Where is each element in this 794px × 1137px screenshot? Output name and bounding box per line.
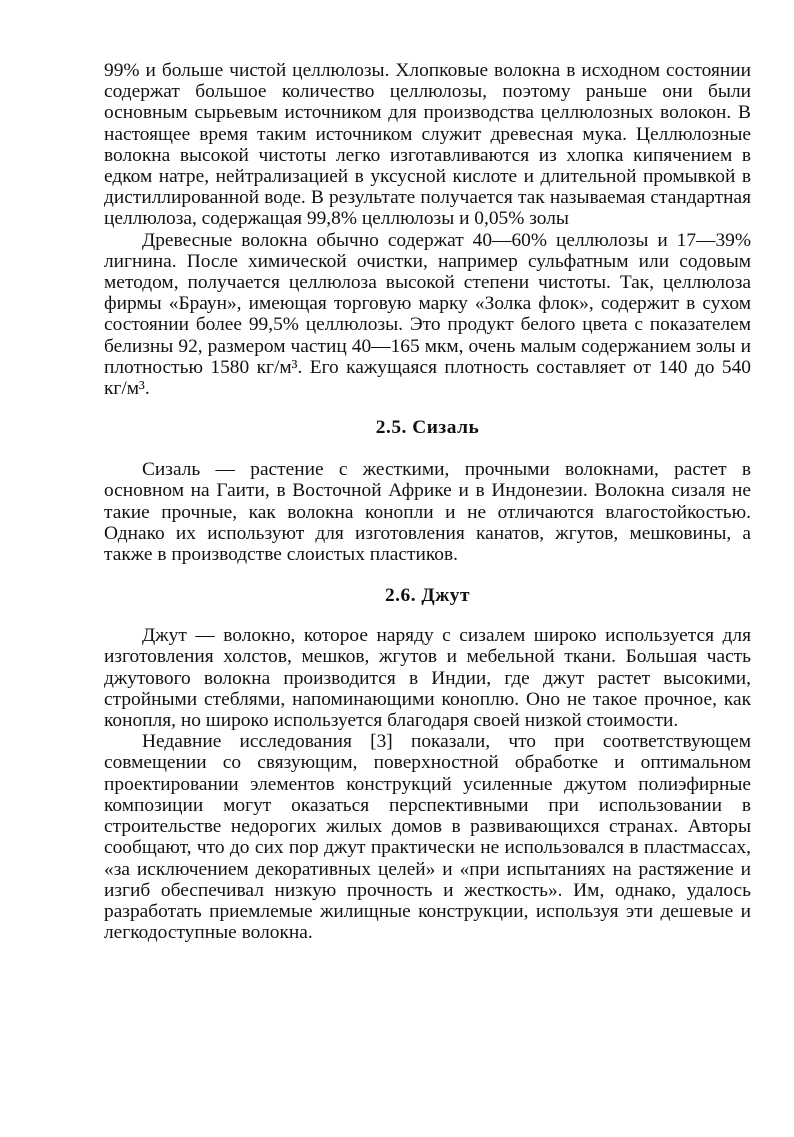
book-page [104,60,751,943]
paragraph-sisal: Сизаль — растение с жесткими, прочными волокнами, растет в основном на Гаити, в Восточной Африке и в Индонезии. Волокна сизаля не такие прочные, как волокна конопли и не отличаются влагостойкостью. Однако их используют для изготовления канатов, жгутов, мешковины, а также в производстве слоистых пластиков. [104,459,751,566]
section-heading-jute: 2.6. Джут [384,585,471,607]
section-heading-sisal: 2.5. Сизаль [375,417,480,439]
paragraph-cellulose-cotton: 99% и больше чистой целлюлозы. Хлопковые волокна в исходном состоянии содержат большое количество целлюлозы, поэтому раньше они были основным сырьевым источником для производства целлюлозных волокон. В настоящее время таким источником служит древесная мука. Целлюлозные волокна высокой чистоты легко изготавливаются из хлопка кипячением в едком натре, нейтрализацией в уксусной кислоте и длительной промывкой в дистиллированной воде. В результате получается так называемая стандартная целлюлоза, содержащая 99,8% целлюлозы и 0,05% золы [104,60,751,230]
paragraph-jute-intro: Джут — волокно, которое наряду с сизалем широко используется для изготовления холстов, мешков, жгутов и мебельной ткани. Большая часть джутового волокна производится в Индии, где джут растет высокими, стройными стеблями, напоминающими коноплю. Оно не такое прочное, как конопля, но широко используется благодаря своей низкой стоимости. [104,625,751,732]
paragraph-jute-research: Недавние исследования [3] показали, что при соответствующем совмещении со связующим, поверхностной обработке и оптимальном проектировании элементов конструкций усиленные джутом полиэфирные композиции могут оказаться перспективными при использовании в строительстве недорогих жилых домов в развивающихся странах. Авторы сообщают, что до сих пор джут практически не использовался в пластмассах, «за исключением декоративных целей» и «при испытаниях на растяжение и изгиб обеспечивал низкую прочность и жесткость». Им, однако, удалось разработать приемлемые жилищные конструкции, используя эти дешевые и легкодоступные волокна. [104,731,751,944]
paragraph-wood-fibers: Древесные волокна обычно содержат 40—60% целлюлозы и 17—39% лигнина. После химической очистки, например сульфатным или содовым методом, получается целлюлоза высокой степени чистоты. Так, целлюлоза фирмы «Браун», имеющая торговую марку «Золка флок», содержит в сухом состоянии более 99,5% целлюлозы. Это продукт белого цвета с показателем белизны 92, размером частиц 40—165 мкм, очень малым содержанием золы и плотностью 1580 кг/м³. Его кажущаяся плотность составляет от 140 до 540 кг/м³. [104,229,751,400]
